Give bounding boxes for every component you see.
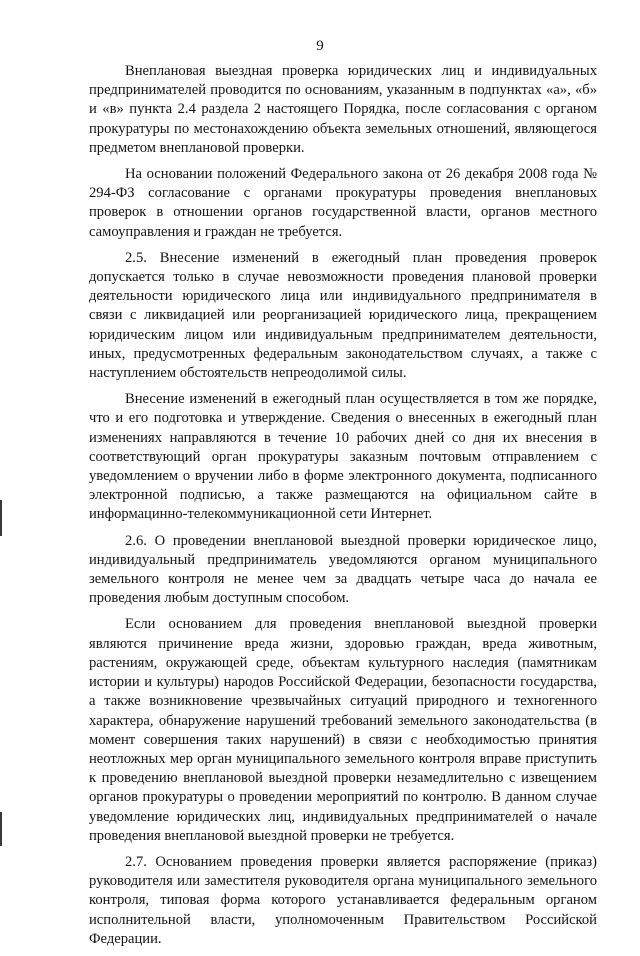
paragraph: Если основанием для проведения внеплановой выездной проверки являются причинение вреда жизни, здоровью граждан, вреда животным, растениям, окружающей среде, объектам культурного наследия (памятникам истории и культуры) народов Российской Федерации, безопасности государства, а также возникновение чрезвычайных ситуаций природного и техногенного характера, обнаружение нарушений требований земельного законодательства (в момент совершения таких нарушений) в связи с необходимостью принятия неотложных мер орган муниципального земельного контроля вправе приступить к проведению внеплановой выездной проверки незамедлительно с извещением органов прокуратуры о проведении мероприятий по контролю. В данном случае уведомление юридических лиц, индивидуальных предпринимателей о начале проведения внеплановой выездной проверки не требуется.: [89, 616, 597, 844]
paragraph: Внесение изменений в ежегодный план осуществляется в том же порядке, что и его подготовка и утверждение. Сведения о внесенных в ежегодный план изменениях направляются в течение 10 рабочих дней со дня их внесения в соответствующий орган прокуратуры заказным почтовым отправлением с уведомлением о вручении либо в форме электронного документа, подписанного электронной подписью, а также размещаются на официальном сайте в информацинно-телекоммуникационной сети Интернет.: [89, 391, 597, 523]
page-number: 9: [316, 38, 324, 54]
scan-edge-mark: [0, 500, 2, 536]
scan-edge-mark: [0, 812, 2, 846]
paragraph: 2.7. Основанием проведения проверки является распоряжение (приказ) руководителя или заместителя руководителя органа муниципального земельного контроля, типовая форма которого устанавливается федеральным органом исполнительной власти, уполномоченным Правительством Российской Федерации.: [89, 853, 597, 947]
paragraph: 2.6. О проведении внеплановой выездной проверки юридическое лицо, индивидуальный предприниматель уведомляются органом муниципального земельного контроля не менее чем за двадцать четыре часа до начала ее проведения любым доступным способом.: [89, 532, 597, 607]
paragraph: 2.5. Внесение изменений в ежегодный план проведения проверок допускается только в случае невозможности проведения плановой проверки деятельности юридического лица или индивидуального предпринимателя в связи с ликвидацией или реорганизацией юридического лица, прекращением юридическим лицом или индивидуальным предпринимателем деятельности, иных, предусмотренных федеральным законодательством случаях, а также с наступлением обстоятельств непреодолимой силы.: [89, 249, 597, 382]
paragraph: На основании положений Федерального закона от 26 декабря 2008 года № 294-ФЗ согласование с органами прокуратуры проведения внеплановых проверок в отношении органов государственной власти, органов местного самоуправления и граждан не требуется.: [89, 166, 597, 240]
paragraph: Внеплановая выездная проверка юридических лиц и индивидуальных предпринимателей проводится по основаниям, указанным в подпунктах «а», «б» и «в» пункта 2.4 раздела 2 настоящего Порядка, после согласования с органом прокуратуры по местонахождению объекта земельных отношений, являющегося предметом внеплановой проверки.: [89, 63, 597, 156]
document-body: [89, 62, 597, 956]
